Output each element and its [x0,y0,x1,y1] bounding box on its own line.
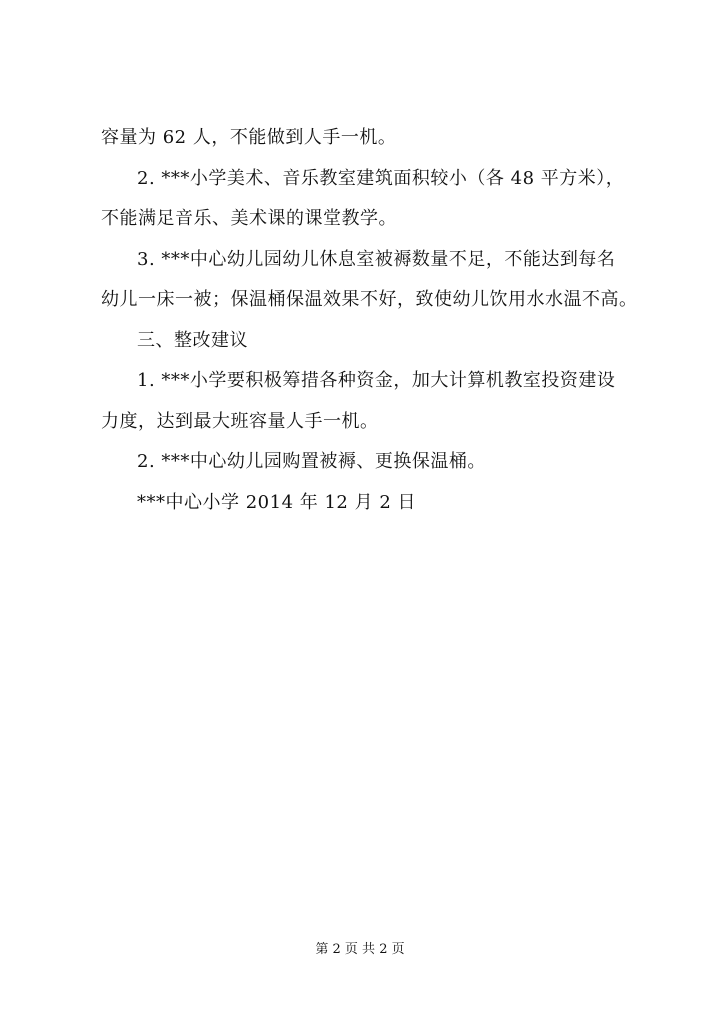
paragraph-line: 容量为 62 人，不能做到人手一机。 [101,127,397,148]
page-number-footer: 第 2 页 共 2 页 [315,942,405,957]
paragraph-line: 3. ***中心幼儿园幼儿休息室被褥数量不足，不能达到每名 [137,248,616,270]
paragraph-line: 2. ***中心幼儿园购置被褥、更换保温桶。 [137,451,486,472]
paragraph-line: 不能满足音乐、美术课的课堂教学。 [101,208,397,229]
paragraph-line: 1. ***小学要积极筹措各种资金，加大计算机教室投资建设 [137,370,616,391]
paragraph-line: 幼儿一床一被；保温桶保温效果不好，致使幼儿饮用水水温不高。 [101,289,638,310]
section-heading: 三、整改建议 [137,329,248,351]
paragraph-line: 2. ***小学美术、音乐教室建筑面积较小（各 48 平方米）， [137,167,625,189]
paragraph-line: 力度，达到最大班容量人手一机。 [101,410,379,432]
signature-date-line: ***中心小学 2014 年 12 月 2 日 [137,491,416,513]
document-body [101,128,637,533]
